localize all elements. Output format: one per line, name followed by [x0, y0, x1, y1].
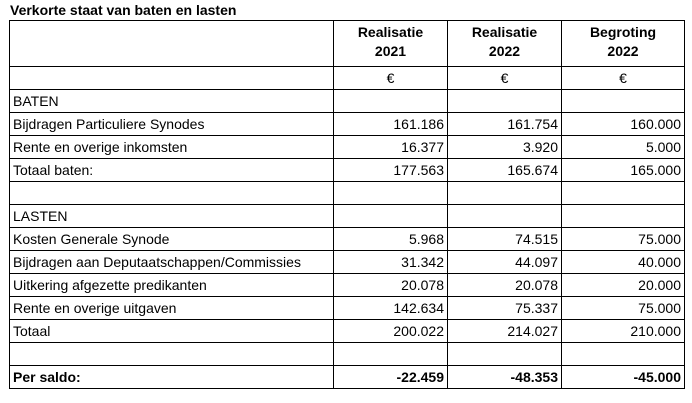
currency-label-cell — [10, 67, 334, 90]
value-realisatie-2021: 161.186 — [334, 113, 448, 136]
row-label: Totaal — [10, 320, 334, 343]
value-begroting-2022: 160.000 — [562, 113, 685, 136]
value-realisatie-2022: 75.337 — [448, 297, 562, 320]
row-label: Bijdragen Particuliere Synodes — [10, 113, 334, 136]
value-begroting-2022: 40.000 — [562, 251, 685, 274]
value-realisatie-2021: 200.022 — [334, 320, 448, 343]
table-row — [10, 274, 685, 297]
currency-row — [10, 67, 685, 90]
value-realisatie-2022 — [448, 205, 562, 228]
header-begroting-2022 — [562, 21, 685, 67]
value-begroting-2022: 75.000 — [562, 228, 685, 251]
value-realisatie-2022 — [448, 90, 562, 113]
per-saldo-row — [10, 366, 685, 389]
table-row — [10, 251, 685, 274]
header-col3-line1: Begroting — [589, 24, 657, 40]
header-col2-line1: Realisatie — [471, 24, 538, 40]
row-label: Rente en overige inkomsten — [10, 136, 334, 159]
row-label: Bijdragen aan Deputaatschappen/Commissies — [10, 251, 334, 274]
value-realisatie-2021: 16.377 — [334, 136, 448, 159]
value-realisatie-2022: 74.515 — [448, 228, 562, 251]
table-row — [10, 205, 685, 228]
table-row — [10, 90, 685, 113]
value-realisatie-2021: 177.563 — [334, 159, 448, 182]
table-row — [10, 343, 685, 366]
value-realisatie-2021 — [334, 205, 448, 228]
value-realisatie-2021 — [334, 90, 448, 113]
value-begroting-2022: -45.000 — [562, 366, 685, 389]
currency-cell: € — [562, 67, 685, 90]
value-begroting-2022: 210.000 — [562, 320, 685, 343]
value-realisatie-2021 — [334, 182, 448, 205]
value-begroting-2022 — [562, 343, 685, 366]
row-label: Kosten Generale Synode — [10, 228, 334, 251]
header-col1-line1: Realisatie — [357, 24, 424, 40]
value-begroting-2022 — [562, 90, 685, 113]
table-row — [10, 297, 685, 320]
header-col1-line2: 2021 — [374, 43, 407, 59]
value-realisatie-2022: 165.674 — [448, 159, 562, 182]
table-row — [10, 136, 685, 159]
value-realisatie-2021 — [334, 343, 448, 366]
value-begroting-2022: 75.000 — [562, 297, 685, 320]
currency-cell: € — [334, 67, 448, 90]
value-realisatie-2021: -22.459 — [334, 366, 448, 389]
value-realisatie-2022: 3.920 — [448, 136, 562, 159]
header-col3-line2: 2022 — [607, 43, 639, 59]
value-realisatie-2022: 161.754 — [448, 113, 562, 136]
table-row — [10, 159, 685, 182]
value-begroting-2022: 5.000 — [562, 136, 685, 159]
header-realisatie-2022 — [448, 21, 562, 67]
row-label: Totaal baten: — [10, 159, 334, 182]
row-label — [10, 343, 334, 366]
table-row — [10, 113, 685, 136]
value-realisatie-2022 — [448, 343, 562, 366]
row-label: BATEN — [10, 90, 334, 113]
currency-cell: € — [448, 67, 562, 90]
header-label-cell — [10, 21, 334, 67]
value-begroting-2022 — [562, 205, 685, 228]
value-realisatie-2022: 20.078 — [448, 274, 562, 297]
header-col2-line2: 2022 — [488, 43, 521, 59]
value-begroting-2022 — [562, 182, 685, 205]
row-label: Uitkering afgezette predikanten — [10, 274, 334, 297]
value-realisatie-2021: 31.342 — [334, 251, 448, 274]
value-realisatie-2022: -48.353 — [448, 366, 562, 389]
value-realisatie-2022: 44.097 — [448, 251, 562, 274]
header-realisatie-2021 — [334, 21, 448, 67]
value-realisatie-2021: 5.968 — [334, 228, 448, 251]
value-realisatie-2022: 214.027 — [448, 320, 562, 343]
table-row — [10, 320, 685, 343]
value-begroting-2022: 20.000 — [562, 274, 685, 297]
value-realisatie-2021: 20.078 — [334, 274, 448, 297]
value-realisatie-2021: 142.634 — [334, 297, 448, 320]
statement-title: Verkorte staat van baten en lasten — [10, 2, 237, 18]
table-row — [10, 228, 685, 251]
header-row — [10, 21, 685, 67]
value-realisatie-2022 — [448, 182, 562, 205]
row-label: Rente en overige uitgaven — [10, 297, 334, 320]
value-begroting-2022: 165.000 — [562, 159, 685, 182]
income-statement-table — [9, 20, 685, 389]
row-label — [10, 182, 334, 205]
row-label: Per saldo: — [10, 366, 334, 389]
row-label: LASTEN — [10, 205, 334, 228]
table-row — [10, 182, 685, 205]
